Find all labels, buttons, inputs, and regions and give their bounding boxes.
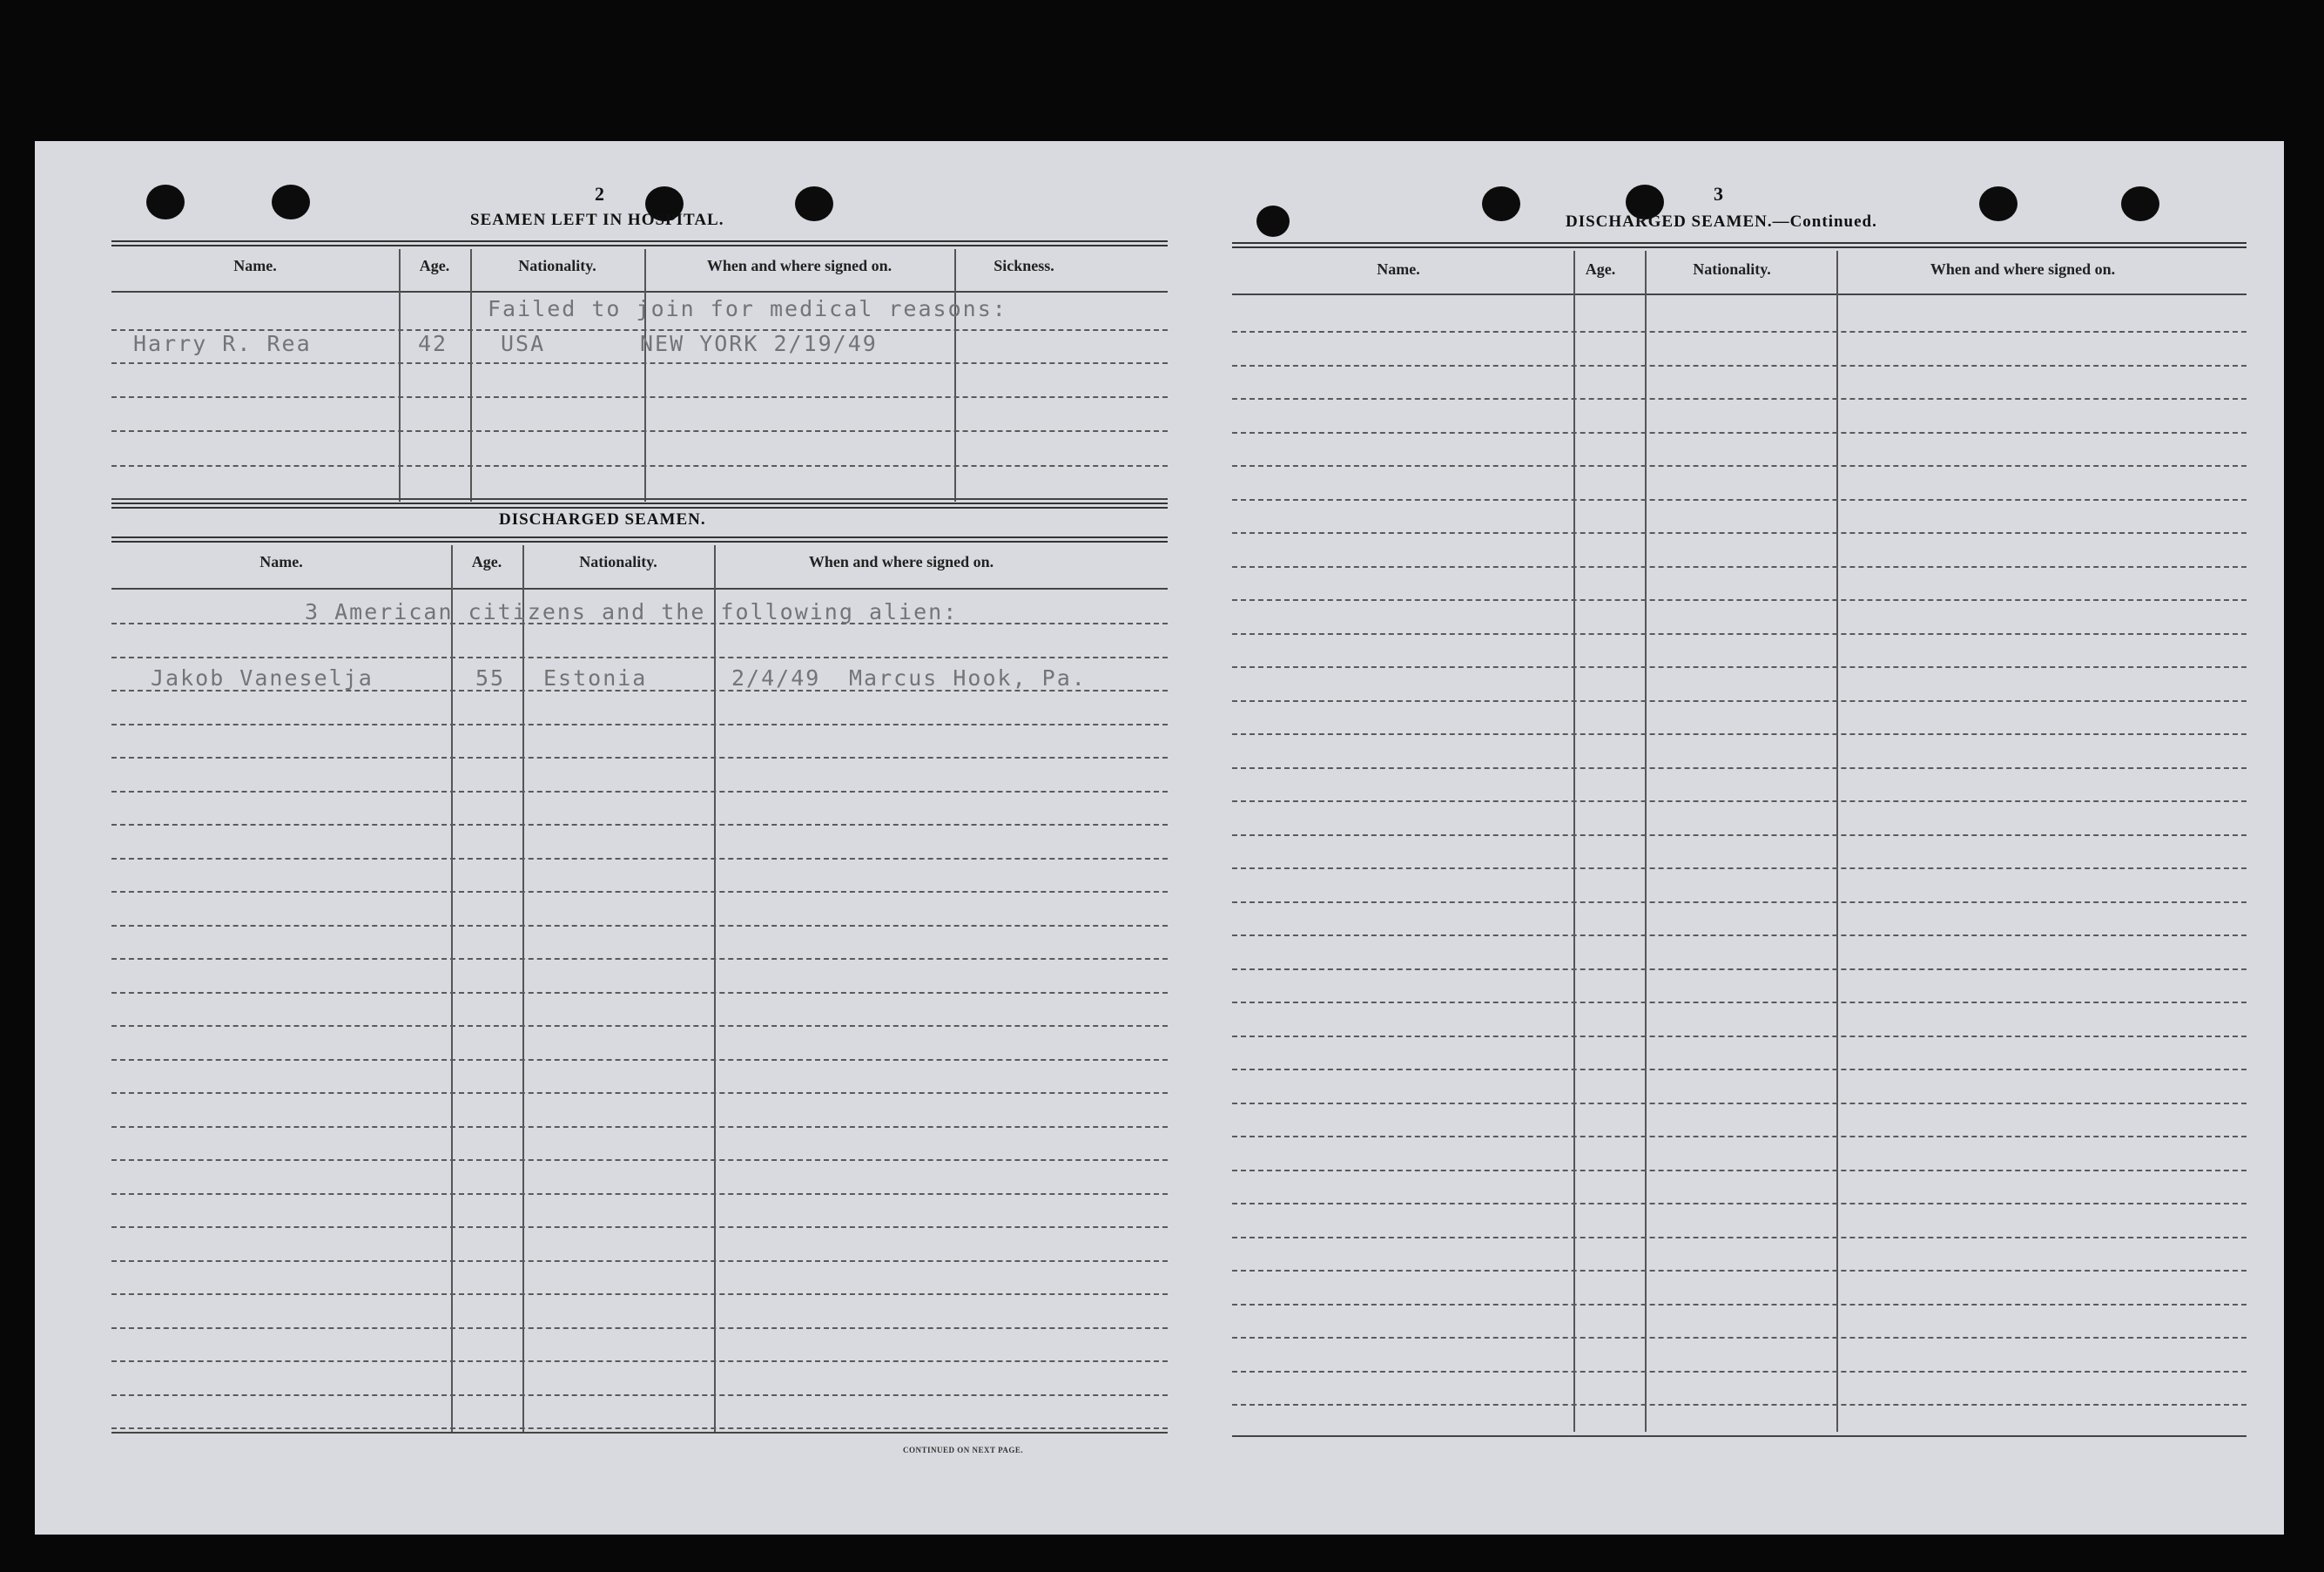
row-rule bbox=[111, 430, 1168, 432]
column-header-sickness: Sickness. bbox=[994, 257, 1054, 274]
cell-signed-on: NEW YORK 2/19/49 bbox=[640, 331, 878, 356]
row-rule bbox=[1232, 1170, 2247, 1171]
section-title-hospital: SEAMEN LEFT IN HOSPITAL. bbox=[470, 211, 724, 229]
row-rule bbox=[1232, 566, 2247, 568]
row-rule bbox=[1232, 901, 2247, 903]
row-rule bbox=[111, 1427, 1168, 1429]
row-rule bbox=[111, 724, 1168, 725]
punch-hole bbox=[272, 185, 310, 219]
row-rule bbox=[1232, 1002, 2247, 1003]
row-rule bbox=[1232, 331, 2247, 333]
row-rule bbox=[111, 657, 1168, 658]
row-rule bbox=[1232, 700, 2247, 702]
row-rule bbox=[111, 757, 1168, 759]
column-divider bbox=[714, 545, 716, 1432]
cell-name: Harry R. Rea bbox=[133, 331, 312, 356]
row-rule bbox=[111, 1260, 1168, 1262]
row-rule bbox=[111, 1193, 1168, 1195]
footer-note: CONTINUED ON NEXT PAGE. bbox=[903, 1446, 1024, 1454]
row-rule bbox=[1232, 1103, 2247, 1104]
row-rule bbox=[1232, 1337, 2247, 1339]
row-rule bbox=[111, 1360, 1168, 1362]
double-rule bbox=[111, 240, 1168, 246]
cell-signed-place: Marcus Hook, Pa. bbox=[849, 665, 1087, 691]
punch-hole bbox=[1482, 186, 1520, 221]
column-divider bbox=[1836, 251, 1838, 1432]
section-bottom-rule bbox=[111, 498, 1168, 500]
column-header-name: Name. bbox=[1377, 260, 1420, 278]
row-rule bbox=[111, 1025, 1168, 1027]
punch-hole bbox=[795, 186, 833, 221]
column-header-nationality: Nationality. bbox=[518, 257, 596, 274]
row-rule bbox=[111, 891, 1168, 893]
page-number: 3 bbox=[1714, 183, 1723, 205]
column-divider bbox=[399, 249, 401, 502]
cell-age: 55 bbox=[475, 665, 506, 691]
punch-hole bbox=[146, 185, 185, 219]
row-rule bbox=[111, 1293, 1168, 1295]
row-rule bbox=[1232, 733, 2247, 735]
column-header-signed-on: When and where signed on. bbox=[706, 257, 893, 274]
row-rule bbox=[111, 824, 1168, 826]
column-divider bbox=[1645, 251, 1647, 1432]
cell-nationality: USA bbox=[501, 331, 546, 356]
row-rule bbox=[1232, 867, 2247, 869]
double-rule bbox=[111, 503, 1168, 509]
column-header-nationality: Nationality. bbox=[1693, 260, 1771, 278]
cell-nationality: Estonia bbox=[543, 665, 648, 691]
cell-signed-date: 2/4/49 bbox=[731, 665, 821, 691]
column-header-nationality: Nationality. bbox=[579, 553, 657, 570]
row-rule bbox=[1232, 633, 2247, 635]
row-rule bbox=[1232, 800, 2247, 802]
row-rule bbox=[111, 925, 1168, 927]
punch-hole bbox=[1256, 206, 1290, 237]
column-divider bbox=[644, 249, 646, 502]
row-rule bbox=[111, 362, 1168, 364]
row-rule bbox=[1232, 1036, 2247, 1037]
row-rule bbox=[111, 858, 1168, 860]
header-rule bbox=[111, 291, 1168, 293]
bottom-rule bbox=[111, 1432, 1168, 1434]
row-rule bbox=[1232, 599, 2247, 601]
cell-age: 42 bbox=[418, 331, 448, 356]
column-divider bbox=[522, 545, 524, 1432]
row-rule bbox=[1232, 1237, 2247, 1238]
punch-hole bbox=[1979, 186, 2018, 221]
row-rule bbox=[111, 1092, 1168, 1094]
section-title-discharged-continued: DISCHARGED SEAMEN.—Continued. bbox=[1566, 213, 1877, 231]
column-divider bbox=[451, 545, 453, 1432]
row-rule bbox=[1232, 365, 2247, 367]
column-header-age: Age. bbox=[419, 257, 450, 274]
row-rule bbox=[111, 396, 1168, 398]
row-rule bbox=[111, 1394, 1168, 1396]
row-rule bbox=[111, 465, 1168, 467]
row-rule bbox=[111, 958, 1168, 960]
row-rule bbox=[1232, 465, 2247, 467]
double-rule bbox=[111, 536, 1168, 543]
column-header-age: Age. bbox=[471, 553, 502, 570]
section-title-discharged: DISCHARGED SEAMEN. bbox=[499, 510, 706, 529]
row-rule bbox=[111, 791, 1168, 793]
row-rule bbox=[1232, 1069, 2247, 1070]
column-header-signed-on: When and where signed on. bbox=[1930, 260, 2116, 278]
column-divider bbox=[954, 249, 956, 502]
cell-name: Jakob Vaneselja bbox=[151, 665, 374, 691]
hospital-note: Failed to join for medical reasons: bbox=[488, 296, 1007, 321]
page-number: 2 bbox=[595, 183, 604, 205]
row-rule bbox=[1232, 1371, 2247, 1373]
column-divider bbox=[1573, 251, 1575, 1432]
header-rule bbox=[1232, 293, 2247, 295]
row-rule bbox=[1232, 767, 2247, 769]
row-rule bbox=[1232, 1304, 2247, 1306]
row-rule bbox=[1232, 1404, 2247, 1406]
row-rule bbox=[1232, 432, 2247, 434]
column-header-name: Name. bbox=[233, 257, 277, 274]
row-rule bbox=[1232, 1136, 2247, 1137]
row-rule bbox=[1232, 398, 2247, 400]
row-rule bbox=[1232, 934, 2247, 936]
row-rule bbox=[1232, 968, 2247, 970]
row-rule bbox=[1232, 834, 2247, 836]
row-rule bbox=[1232, 1203, 2247, 1204]
row-rule bbox=[111, 1126, 1168, 1128]
row-rule bbox=[1232, 532, 2247, 534]
double-rule bbox=[1232, 242, 2247, 248]
header-rule bbox=[111, 588, 1168, 590]
row-rule bbox=[111, 1226, 1168, 1228]
row-rule bbox=[111, 1159, 1168, 1161]
row-rule bbox=[1232, 666, 2247, 668]
column-header-age: Age. bbox=[1585, 260, 1616, 278]
column-header-signed-on: When and where signed on. bbox=[808, 553, 994, 570]
row-rule bbox=[111, 1327, 1168, 1329]
document-sheet bbox=[35, 141, 2284, 1535]
column-header-name: Name. bbox=[259, 553, 303, 570]
bottom-rule bbox=[1232, 1435, 2247, 1437]
row-rule bbox=[111, 1059, 1168, 1061]
punch-hole bbox=[2121, 186, 2159, 221]
column-divider bbox=[470, 249, 472, 502]
row-rule bbox=[1232, 499, 2247, 501]
row-rule bbox=[1232, 1270, 2247, 1272]
row-rule bbox=[111, 992, 1168, 994]
discharged-note: 3 American citizens and the following alien: bbox=[305, 599, 959, 624]
